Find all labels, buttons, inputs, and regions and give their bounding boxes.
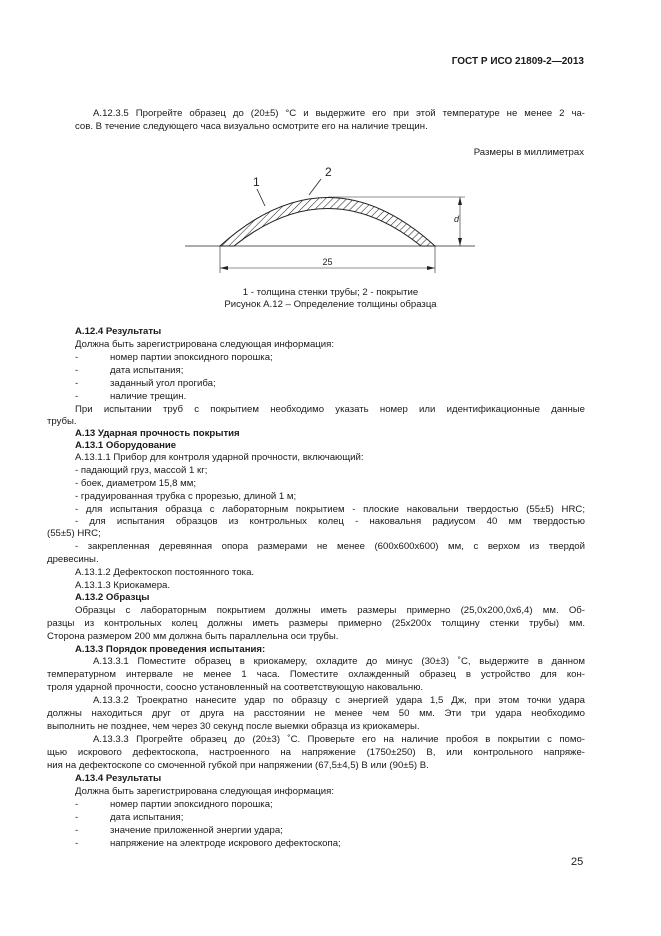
pipe-wall-section — [220, 198, 435, 247]
paragraph-line: должны находиться друг от друга на расстоянии не менее чем 50 мм. Эти три удара необходимо — [47, 708, 585, 719]
list-item: дата испытания; — [110, 365, 184, 376]
list-item: заданный угол прогиба; — [110, 378, 216, 389]
paragraph-line: Образцы с лабораторным покрытием должны иметь размеры примерно (25,0х200,0х6,4) мм. Об- — [75, 605, 585, 616]
paragraph-line: ния на дефектоскопе со смоченной губкой при напряжении (67,5±4,5) В или (90±5) В. — [47, 760, 429, 771]
section-heading: А.13 Ударная прочность покрытия — [75, 428, 240, 439]
section-heading: А.12.4 Результаты — [75, 326, 162, 337]
subsection-heading: А.13.3 Порядок проведения испытания: — [75, 644, 266, 655]
paragraph-line: сов. В течение следующего часа визуально осмотрите его на наличие трещин. — [75, 121, 428, 132]
paragraph-line: выполнить не позднее, чем через 30 секунд после выемки образца из криокамеры. — [47, 721, 420, 732]
paragraph-line: трубы. — [47, 416, 77, 427]
list-item: дата испытания; — [110, 812, 184, 823]
dim-arrow — [427, 266, 435, 270]
paragraph-line: щью искрового дефектоскопа, настроенного на напряжение (1750±250) В, или контрольного напряже- — [47, 747, 585, 758]
leader-line-2 — [309, 179, 321, 195]
list-item: древесины. — [47, 554, 99, 565]
paragraph-line: А.13.1.1 Прибор для контроля ударной прочности, включающий: — [75, 452, 364, 463]
list-item: наличие трещин. — [110, 391, 187, 402]
paragraph-line: Должна быть зарегистрирована следующая информация: — [75, 786, 335, 797]
figure-caption: Рисунок А.12 – Определение толщины образца — [224, 299, 437, 310]
paragraph-line: При испытании труб с покрытием необходимо указать номер или идентификационные данные — [75, 404, 585, 415]
paragraph-line: А.13.3.3 Прогрейте образец до (20±3) ˚С. Проверьте его на наличие пробоя в покрытии с помо- — [93, 734, 585, 745]
paragraph-line: Сторона размером 200 мм должна быть параллельна оси трубы. — [47, 631, 339, 642]
figure-specimen-diagram — [180, 160, 480, 275]
list-item: значение приложенной энергии удара; — [110, 825, 283, 836]
list-dash: - — [75, 365, 79, 376]
list-dash: - — [75, 799, 79, 810]
paragraph-line: троля ударной прочности, соосно установленный на соответствующую наковальню. — [47, 682, 424, 693]
document-header: ГОСТ Р ИСО 21809-2—2013 — [451, 56, 584, 67]
paragraph-line: А.13.3.2 Троекратно нанесите удар по образцу с энергией удара 1,5 Дж, при этом точки удара — [93, 695, 585, 706]
dim-width-label: 25 — [322, 257, 333, 267]
list-item: - боек, диаметром 15,8 мм; — [75, 478, 196, 489]
list-item: - для испытания образцов из контрольных колец - наковальня радиусом 40 мм твердостью — [75, 516, 585, 527]
paragraph-line: разцы из контрольных колец должны иметь размеры примерно (25х200х толщину стенки трубы) мм. — [47, 618, 585, 629]
list-dash: - — [75, 391, 79, 402]
list-item: напряжение на электроде искрового дефектоскопа; — [110, 838, 341, 849]
list-dash: - — [75, 825, 79, 836]
list-dash: - — [75, 812, 79, 823]
subsection-heading: А.13.1 Оборудование — [75, 440, 177, 451]
list-item: - закрепленная деревянная опора размерами не менее (600х600х600) мм, с верхом из твердой — [75, 541, 585, 552]
list-item: - для испытания образца с лабораторным покрытием - плоские наковальни твердостью (55±5) HRC; — [75, 504, 585, 515]
dimensions-note: Размеры в миллиметрах — [473, 147, 584, 158]
figure-legend: 1 - толщина стенки трубы; 2 - покрытие — [242, 287, 419, 298]
list-dash: - — [75, 378, 79, 389]
list-item: (55±5) HRC; — [47, 528, 101, 539]
list-item: - падающий груз, массой 1 кг; — [75, 465, 208, 476]
dim-arrow — [220, 266, 228, 270]
list-dash: - — [75, 838, 79, 849]
paragraph-line: температурном интервале не менее 1 часа. Поместите охлажденный образец в устройство для кон- — [47, 669, 585, 680]
paragraph-line: А.13.3.1 Поместите образец в криокамеру, охладите до минус (30±3) ˚С, выдержите в данном — [93, 656, 585, 667]
subsection-heading: А.13.2 Образцы — [75, 592, 150, 603]
subsection-heading: А.13.4 Результаты — [75, 773, 162, 784]
list-item: номер партии эпоксидного порошка; — [110, 352, 273, 363]
figure-label-2: 2 — [325, 165, 332, 179]
dim-arrow — [458, 238, 462, 246]
dim-arrow — [458, 197, 462, 205]
leader-line-1 — [257, 189, 265, 206]
paragraph-line: Должна быть зарегистрирована следующая информация: — [75, 339, 335, 350]
list-item: - градуированная трубка с прорезью, длиной 1 м; — [75, 491, 297, 502]
dim-height-label: d — [454, 214, 460, 224]
list-dash: - — [75, 352, 79, 363]
list-item: номер партии эпоксидного порошка; — [110, 799, 273, 810]
page-number: 25 — [571, 856, 584, 868]
paragraph-line: А.13.1.2 Дефектоскоп постоянного тока. — [75, 567, 255, 578]
paragraph-line: А.12.3.5 Прогрейте образец до (20±5) °С и выдержите его при этой температуре не менее 2 ча- — [93, 108, 585, 119]
paragraph-line: А.13.1.3 Криокамера. — [75, 580, 171, 591]
figure-label-1: 1 — [253, 175, 260, 189]
